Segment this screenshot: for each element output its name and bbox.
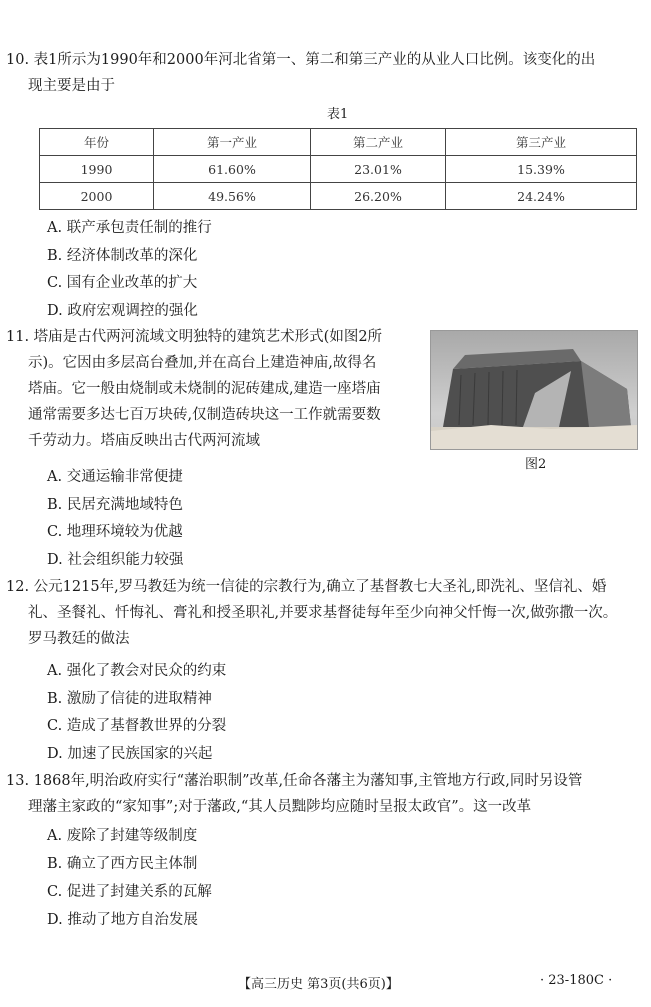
question-11-option-a[interactable]: A. 交通运输非常便捷 <box>47 469 183 485</box>
question-10-option-c[interactable]: C. 国有企业改革的扩大 <box>47 275 198 291</box>
table-cell: 15.39% <box>446 156 637 183</box>
table-cell: 24.24% <box>446 183 637 210</box>
question-10-line-1: 10. 表1所示为1990年和2000年河北省第一、第二和第三产业的从业人口比例。该变化的出 <box>6 52 596 68</box>
figure-2-caption: 图2 <box>525 457 547 472</box>
ziggurat-figure <box>430 330 638 450</box>
question-10-option-a[interactable]: A. 联产承包责任制的推行 <box>47 220 212 236</box>
employment-ratio-table <box>39 128 637 210</box>
question-10-option-d[interactable]: D. 政府宏观调控的强化 <box>47 303 198 319</box>
question-12-line-2: 礼、圣餐礼、忏悔礼、膏礼和授圣职礼,并要求基督徒每年至少向神父忏悔一次,做弥撒一次。 <box>28 605 618 621</box>
table-cell: 23.01% <box>311 156 446 183</box>
table-header-tertiary: 第三产业 <box>446 129 637 156</box>
question-10-stem <box>6 47 637 99</box>
table-cell: 49.56% <box>154 183 311 210</box>
question-11-line-4: 通常需要多达七百万块砖,仅制造砖块这一工作就需要数 <box>28 407 381 423</box>
question-13-option-b[interactable]: B. 确立了西方民主体制 <box>47 856 198 872</box>
question-13-option-a[interactable]: A. 废除了封建等级制度 <box>47 828 198 844</box>
table-header-primary: 第一产业 <box>154 129 311 156</box>
page-footer-center: 【高三历史 第3页(共6页)】 <box>238 977 399 992</box>
question-12-stem <box>6 574 637 652</box>
question-11-option-d[interactable]: D. 社会组织能力较强 <box>47 552 184 568</box>
question-13-option-c[interactable]: C. 促进了封建关系的瓦解 <box>47 884 212 900</box>
question-10-line-2: 现主要是由于 <box>28 78 115 94</box>
question-11-stem <box>6 324 421 454</box>
question-13-line-2: 理藩主家政的“家知事”;对于藩政,“其人员黜陟均应随时呈报太政官”。这一改革 <box>28 799 532 815</box>
question-11-line-3: 塔庙。它一般由烧制或未烧制的泥砖建成,建造一座塔庙 <box>28 381 381 397</box>
table-header-year: 年份 <box>40 129 154 156</box>
question-11-option-b[interactable]: B. 民居充满地域特色 <box>47 497 183 513</box>
question-13-option-d[interactable]: D. 推动了地方自治发展 <box>47 912 198 928</box>
table-header-row <box>40 129 637 156</box>
table-header-secondary: 第二产业 <box>311 129 446 156</box>
table-row <box>40 156 637 183</box>
question-13-stem <box>6 768 637 820</box>
question-12-line-1: 12. 公元1215年,罗马教廷为统一信徒的宗教行为,确立了基督教七大圣礼,即洗礼、坚信礼、婚 <box>6 579 607 595</box>
table-row <box>40 183 637 210</box>
question-11-option-c[interactable]: C. 地理环境较为优越 <box>47 524 183 540</box>
table-cell: 1990 <box>40 156 154 183</box>
table-cell: 26.20% <box>311 183 446 210</box>
question-11-line-1: 11. 塔庙是古代两河流域文明独特的建筑艺术形式(如图2所 <box>6 329 383 345</box>
table-cell: 61.60% <box>154 156 311 183</box>
question-12-option-b[interactable]: B. 激励了信徒的进取精神 <box>47 691 212 707</box>
question-12-option-d[interactable]: D. 加速了民族国家的兴起 <box>47 746 213 762</box>
table-cell: 2000 <box>40 183 154 210</box>
table-1-caption: 表1 <box>327 107 349 122</box>
question-12-option-c[interactable]: C. 造成了基督教世界的分裂 <box>47 718 227 734</box>
page-footer-code: · 23-180C · <box>540 973 613 988</box>
question-12-option-a[interactable]: A. 强化了教会对民众的约束 <box>47 663 227 679</box>
question-11-line-5: 千劳动力。塔庙反映出古代两河流域 <box>28 433 260 449</box>
ziggurat-drawing <box>431 331 637 449</box>
question-11-line-2: 示)。它因由多层高台叠加,并在高台上建造神庙,故得名 <box>28 355 377 371</box>
question-13-line-1: 13. 1868年,明治政府实行“藩治职制”改革,任命各藩主为藩知事,主管地方行政,同时另设管 <box>6 773 583 789</box>
question-10-option-b[interactable]: B. 经济体制改革的深化 <box>47 248 198 264</box>
question-12-line-3: 罗马教廷的做法 <box>28 631 130 647</box>
